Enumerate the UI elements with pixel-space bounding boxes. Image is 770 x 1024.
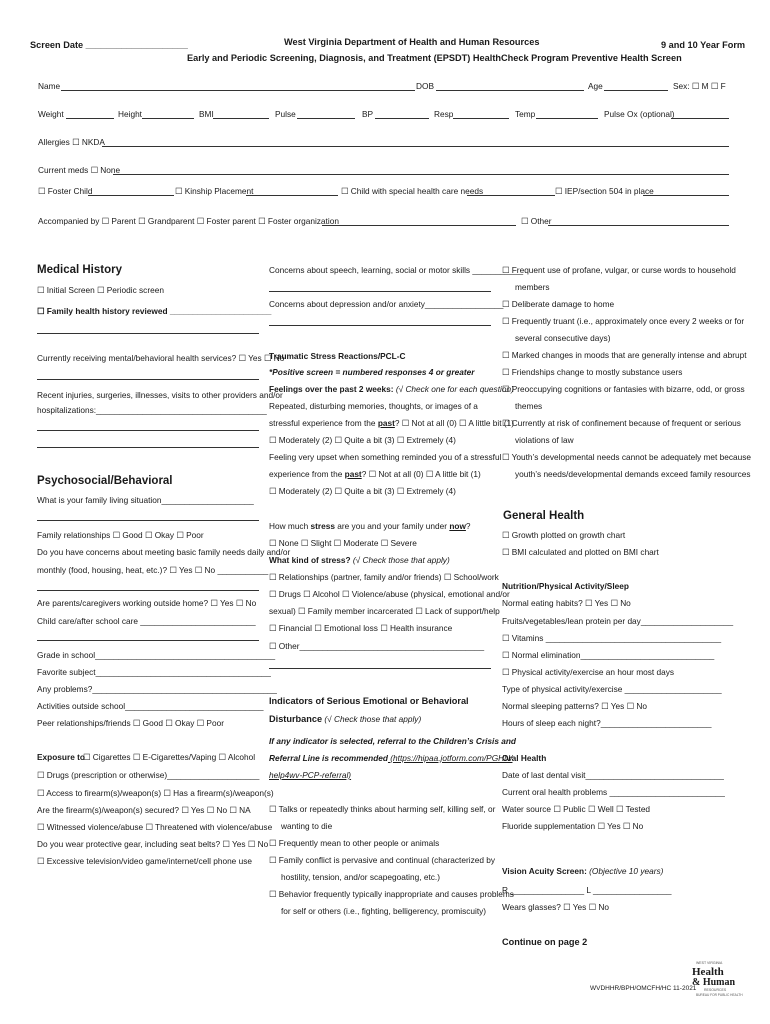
problems-field[interactable]: Any problems?________________________________________ [37,684,277,694]
accompanied-other-checkbox[interactable]: ☐ Other [521,216,552,226]
fruits-vegetables-field[interactable]: Fruits/vegetables/lean protein per day____________________ [502,616,734,626]
activity-type-field[interactable]: Type of physical activity/exercise _____________________ [502,684,722,694]
psychosocial-heading: Psychosocial/Behavioral [37,475,173,487]
indicator-profane-text-2: members [515,282,550,292]
dob-label: DOB [416,81,434,91]
pcl-check-note: (√ Check one for each question) [393,384,514,394]
pcl-q1-text-2: stressful experience from the [269,418,378,428]
physical-activity-checkbox[interactable]: ☐ Physical activity/exercise an hour most days [502,667,675,677]
fluoride-checkboxes[interactable]: Fluoride supplementation ☐ Yes ☐ No [502,821,644,831]
accompanied-by-checkboxes[interactable]: Accompanied by ☐ Parent ☐ Grandparent ☐ Foster parent ☐ Foster organization [38,216,339,226]
basic-needs-checkboxes[interactable]: monthly (food, housing, heat, etc.)? ☐ Yes ☐ No ___________ [37,565,269,575]
substance-checkboxes[interactable]: ☐ Cigarettes ☐ E-Cigarettes/Vaping ☐ Alcohol [83,752,256,762]
vision-note: (Objective 10 years) [586,866,664,876]
pcl-q2-past: past [344,469,362,479]
screen-type-checkboxes[interactable]: ☐ Initial Screen ☐ Periodic screen [37,285,164,295]
child-care-line-2[interactable] [37,640,259,641]
indicator-family-conflict-checkbox[interactable]: ☐ Family conflict is pervasive and continual (characterized by [269,855,496,865]
form-code: WVDHHR/BPH/OMCFH/HC 11-2021 [590,985,697,992]
water-source-checkboxes[interactable]: Water source ☐ Public ☐ Well ☐ Tested [502,804,651,814]
indicator-friendships-checkbox[interactable]: ☐ Friendships change to mostly substance users [502,367,683,377]
height-field[interactable] [142,118,194,119]
firearm-access-checkboxes[interactable]: ☐ Access to firearm(s)/weapon(s) ☐ Has a firearm(s)/weapon(s) [37,788,274,798]
indicator-confinement-checkbox[interactable]: ☐ Currently at risk of confinement because of frequent or serious [502,418,741,428]
pcl-q1-options-b[interactable]: ☐ Moderately (2) ☐ Quite a bit (3) ☐ Extremely (4) [269,435,456,445]
sex-checkboxes[interactable]: Sex: ☐ M ☐ F [673,81,726,91]
vitamins-field[interactable]: ☐ Vitamins ______________________________________ [502,633,722,643]
depression-concerns-field[interactable]: Concerns about depression and/or anxiety_________________ [269,299,504,309]
indicator-self-harm-text-2: wanting to die [281,821,333,831]
exposure-label: Exposure to [37,752,85,762]
stress-question-a: How much [269,521,311,531]
foster-child-field[interactable] [88,195,174,196]
iep-checkbox[interactable]: ☐ IEP/section 504 in place [555,186,654,196]
weight-label: Weight [38,109,64,119]
temp-field[interactable] [536,118,598,119]
indicator-behavior-checkbox[interactable]: ☐ Behavior frequently typically inappropriate and causes problems [269,889,514,899]
indicator-developmental-text-2: youth’s needs/developmental demands exceed family resources [515,469,751,479]
indicator-cognitions-text-2: themes [515,401,543,411]
continue-note: Continue on page 2 [502,937,588,947]
referral-link[interactable]: (https://hipaa.jotform.com/PGHN/ [387,753,513,763]
referral-link-2[interactable]: help4wv-PCP-referral) [269,770,352,780]
current-meds-field[interactable] [113,174,729,175]
medical-history-heading: Medical History [37,264,122,276]
hospitalizations-field[interactable]: hospitalizations:_____________________________________ [37,405,267,415]
agency-title: West Virginia Department of Health and Human Resources [284,37,540,47]
pcl-q1-options-a[interactable]: ? ☐ Not at all (0) ☐ A little bit (1) [394,418,514,428]
pcl-q2-options-b[interactable]: ☐ Moderately (2) ☐ Quite a bit (3) ☐ Extremely (4) [269,486,456,496]
vision-heading: Vision Acuity Screen: [502,866,587,876]
stress-kind-label: What kind of stress? [269,555,351,565]
bmi-label: BMI [199,109,214,119]
stress-now: now [449,521,466,531]
bp-label: BP [362,109,374,119]
living-situation-line-2[interactable] [37,520,259,521]
oral-problems-field[interactable]: Current oral health problems _________________________ [502,787,725,797]
special-needs-field[interactable] [467,195,555,196]
accompanied-other-field[interactable] [548,225,729,226]
foster-organization-field[interactable] [322,225,516,226]
pcl-q2-text-2: experience from the [269,469,345,479]
hospitalizations-line-2[interactable] [37,430,259,431]
referral-instruction: If any indicator is selected, referral to the Children’s Crisis and [269,736,516,746]
allergies-label[interactable]: Allergies ☐ NKDA [38,137,105,147]
parents-working-checkboxes[interactable]: Are parents/caregivers working outside home? ☐ Yes ☐ No [37,598,257,608]
stress-question-b: are you and your family under [334,521,450,531]
firearm-secured-checkboxes[interactable]: Are the firearm(s)/weapon(s) secured? ☐ Yes ☐ No ☐ NA [37,805,251,815]
indicator-self-harm-checkbox[interactable]: ☐ Talks or repeatedly thinks about harming self, killing self, or [269,804,496,814]
depression-concerns-line-2[interactable] [269,325,491,326]
dob-field[interactable] [436,90,584,91]
eating-habits-checkboxes[interactable]: Normal eating habits? ☐ Yes ☐ No [502,598,631,608]
pcl-heading: Traumatic Stress Reactions/PCL-C [269,351,406,361]
name-field[interactable] [61,90,415,91]
general-health-heading: General Health [503,510,585,522]
dental-visit-field[interactable]: Date of last dental visit______________________________ [502,770,724,780]
stress-kind-row-2[interactable]: ☐ Drugs ☐ Alcohol ☐ Violence/abuse (physical, emotional and/or [269,589,510,599]
foster-child-checkbox[interactable]: ☐ Foster Child [38,186,93,196]
elimination-field[interactable]: ☐ Normal elimination_____________________________ [502,650,715,660]
indicators-note: (√ Check those that apply) [322,714,422,724]
grade-field[interactable]: Grade in school_______________________________________ [37,650,276,660]
hospitalizations-line-3[interactable] [37,447,259,448]
height-label: Height [118,109,142,119]
behavioral-services-line[interactable] [37,379,259,380]
basic-needs-line[interactable] [37,590,259,591]
wv-dhhr-logo: WEST VIRGINIA Health & Human RESOURCES BUREAU FOR PUBLIC HEALTH [692,961,743,997]
indicator-developmental-checkbox[interactable]: ☐ Youth’s developmental needs cannot be adequately met because [502,452,751,462]
family-relationships-checkboxes[interactable]: Family relationships ☐ Good ☐ Okay ☐ Poor [37,530,204,540]
bp-field[interactable] [375,118,429,119]
form-title: 9 and 10 Year Form [661,40,746,50]
stress-kind-row-3[interactable]: sexual) ☐ Family member incarcerated ☐ Lack of support/help [269,606,500,616]
basic-needs-question: Do you have concerns about meeting basic family needs daily and/or [37,547,291,557]
program-title: Early and Periodic Screening, Diagnosis, and Treatment (EPSDT) HealthCheck Program Preventive Health Screen [187,53,682,63]
family-history-line[interactable] [37,333,259,334]
indicator-moods-checkbox[interactable]: ☐ Marked changes in moods that are generally intense and abrupt [502,350,747,360]
stress-kind-note: (√ Check those that apply) [350,555,450,565]
sleep-hours-field[interactable]: Hours of sleep each night?________________________ [502,718,712,728]
indicators-heading: Indicators of Serious Emotional or Behavioral [269,696,469,706]
indicator-truant-text-2: several consecutive days) [515,333,611,343]
pulse-field[interactable] [297,118,355,119]
pcl-q2-text: Feeling very upset when something reminded you of a stressful [269,452,502,462]
speech-concerns-field[interactable]: Concerns about speech, learning, social or motor skills ___________ [269,265,524,275]
age-field[interactable] [604,90,668,91]
activities-field[interactable]: Activities outside school______________________________ [37,701,264,711]
family-history-checkbox[interactable]: ☐ Family health history reviewed ______________________ [37,306,272,316]
stress-kind-row-1[interactable]: ☐ Relationships (partner, family and/or friends) ☐ School/work [269,572,499,582]
speech-concerns-line-2[interactable] [269,291,491,292]
indicator-cognitions-checkbox[interactable]: ☐ Preoccupying cognitions or fantasies with bizarre, odd, or gross [502,384,745,394]
indicators-heading-2: Disturbance [269,714,323,724]
resp-field[interactable] [453,118,509,119]
oral-health-heading: Oral Health [502,753,547,763]
sleep-patterns-checkboxes[interactable]: Normal sleeping patterns? ☐ Yes ☐ No [502,701,647,711]
kinship-field[interactable] [246,195,338,196]
weight-field[interactable] [66,118,114,119]
indicator-family-conflict-text-2: hostility, tension, and/or scapegoating, etc.) [281,872,440,882]
screen-time-checkbox[interactable]: ☐ Excessive television/video game/internet/cell phone use [37,856,252,866]
indicator-damage-checkbox[interactable]: ☐ Deliberate damage to home [502,299,615,309]
iep-field[interactable] [643,195,729,196]
allergies-field[interactable] [102,146,729,147]
behavioral-services-question[interactable]: Currently receiving mental/behavioral health services? ☐ Yes ☐ No [37,353,285,363]
pulse-label: Pulse [275,109,296,119]
pcl-positive-note: *Positive screen = numbered responses 4 or greater [269,367,475,377]
temp-label: Temp [515,109,536,119]
pcl-feelings-label: Feelings over the past 2 weeks: [269,384,394,394]
indicator-mean-checkbox[interactable]: ☐ Frequently mean to other people or animals [269,838,440,848]
stress-kind-row-4[interactable]: ☐ Financial ☐ Emotional loss ☐ Health insurance [269,623,453,633]
bmi-field[interactable] [213,118,269,119]
pulse-ox-field[interactable] [671,118,729,119]
vision-acuity-fields[interactable]: R ________________ L _________________ [502,885,672,895]
nutrition-heading: Nutrition/Physical Activity/Sleep [502,581,629,591]
drugs-checkbox[interactable]: ☐ Drugs (prescription or otherwise)____________________ [37,770,260,780]
name-label: Name [38,81,61,91]
growth-chart-checkbox[interactable]: ☐ Growth plotted on growth chart [502,530,626,540]
stress-other-field[interactable]: ☐ Other________________________________________ [269,641,485,651]
indicator-truant-checkbox[interactable]: ☐ Frequently truant (i.e., approximately once every 2 weeks or for [502,316,745,326]
kinship-checkbox[interactable]: ☐ Kinship Placement [175,186,254,196]
stress-other-line-2[interactable] [269,668,491,669]
age-label: Age [588,81,603,91]
peer-relationships-checkboxes[interactable]: Peer relationships/friends ☐ Good ☐ Okay ☐ Poor [37,718,224,728]
special-needs-checkbox[interactable]: ☐ Child with special health care needs [341,186,484,196]
recent-injuries-label: Recent injuries, surgeries, illnesses, visits to other providers and/or [37,390,283,400]
protective-gear-checkboxes[interactable]: Do you wear protective gear, including seat belts? ☐ Yes ☐ No [37,839,269,849]
indicator-behavior-text-2: for self or others (i.e., fighting, belligerency, promiscuity) [281,906,487,916]
indicator-confinement-text-2: violations of law [515,435,574,445]
stress-word: stress [310,521,335,531]
indicator-profane-checkbox[interactable]: ☐ Frequent use of profane, vulgar, or curse words to household [502,265,736,275]
living-situation-field[interactable]: What is your family living situation____________________ [37,495,254,505]
referral-recommended: Referral Line is recommended [269,753,388,763]
glasses-checkboxes[interactable]: Wears glasses? ☐ Yes ☐ No [502,902,609,912]
current-meds-label[interactable]: Current meds ☐ None [38,165,121,175]
resp-label: Resp [434,109,454,119]
child-care-field[interactable]: Child care/after school care _________________________ [37,616,256,626]
favorite-subject-field[interactable]: Favorite subject______________________________________ [37,667,271,677]
pulse-ox-label: Pulse Ox (optional) [604,109,675,119]
pcl-q1-text: Repeated, disturbing memories, thoughts, or images of a [269,401,478,411]
pcl-q2-options-a[interactable]: ? ☐ Not at all (0) ☐ A little bit (1) [361,469,481,479]
screen-date-field[interactable]: Screen Date ____________________ [30,40,188,50]
bmi-chart-checkbox[interactable]: ☐ BMI calculated and plotted on BMI chart [502,547,659,557]
stress-level-checkboxes[interactable]: ☐ None ☐ Slight ☐ Moderate ☐ Severe [269,538,417,548]
pcl-q1-past: past [377,418,395,428]
stress-question-end: ? [465,521,471,531]
violence-checkboxes[interactable]: ☐ Witnessed violence/abuse ☐ Threatened with violence/abuse [37,822,273,832]
